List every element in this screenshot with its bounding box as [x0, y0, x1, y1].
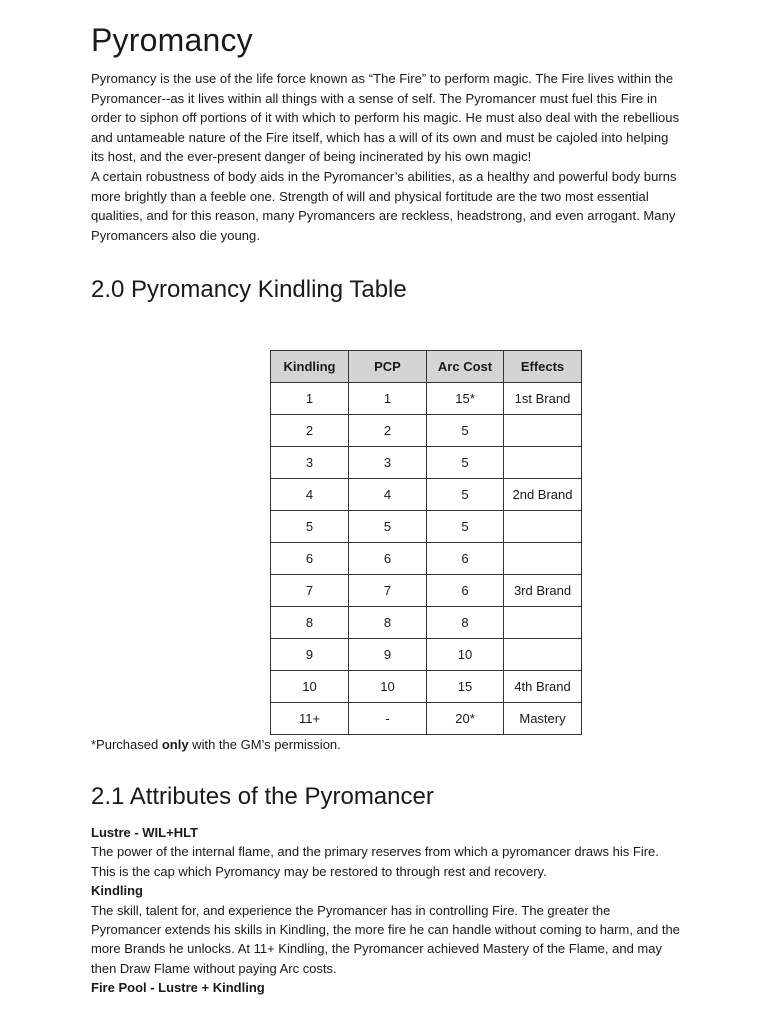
- cell-effects: [504, 415, 582, 447]
- cell-kindling: 9: [271, 639, 349, 671]
- table-row: [271, 415, 582, 447]
- cell-arc-cost: 5: [427, 447, 504, 479]
- footnote-prefix: *Purchased: [91, 737, 162, 752]
- cell-kindling: 8: [271, 607, 349, 639]
- kindling-table: [270, 350, 582, 735]
- footnote-suffix: with the GM’s permission.: [188, 737, 341, 752]
- attribute-description-kindling: The skill, talent for, and experience the Pyromancer has in controlling Fire. The greater the Pyromancer extends his skills in Kindling, the more fire he can handle without coming to harm, and the more Brands he unlocks. At 11+ Kindling, the Pyromancer achieved Mastery of the Flame, and may then Draw Flame without paying Arc costs.: [91, 902, 680, 976]
- cell-kindling: 1: [271, 383, 349, 415]
- cell-arc-cost: 20*: [427, 703, 504, 735]
- cell-kindling: 3: [271, 447, 349, 479]
- header-effects: Effects: [504, 351, 582, 383]
- attribute-term-fire-pool: Fire Pool - Lustre + Kindling: [91, 980, 265, 996]
- cell-effects: Mastery: [504, 703, 582, 735]
- footnote-emphasis: only: [161, 737, 189, 752]
- attribute-description-lustre: The power of the internal flame, and the primary reserves from which a pyromancer draws his Fire. This is the cap which Pyromancy may be restored to through rest and recovery.: [91, 844, 659, 879]
- cell-arc-cost: 15: [427, 671, 504, 703]
- cell-pcp: 4: [349, 479, 427, 511]
- cell-kindling: 6: [271, 543, 349, 575]
- table-row: [271, 671, 582, 703]
- header-kindling: Kindling: [271, 351, 349, 383]
- table-row: [271, 607, 582, 639]
- cell-effects: [504, 543, 582, 575]
- cell-effects: 2nd Brand: [504, 479, 582, 511]
- cell-kindling: 10: [271, 671, 349, 703]
- cell-effects: [504, 639, 582, 671]
- attributes-list: [91, 823, 681, 998]
- cell-arc-cost: 5: [427, 479, 504, 511]
- cell-kindling: 4: [271, 479, 349, 511]
- cell-arc-cost: 5: [427, 415, 504, 447]
- cell-pcp: 7: [349, 575, 427, 607]
- table-footnote: [91, 736, 341, 754]
- cell-effects: [504, 511, 582, 543]
- cell-pcp: 5: [349, 511, 427, 543]
- kindling-table-container: [270, 350, 582, 735]
- table-row: [271, 703, 582, 735]
- table-row: [271, 575, 582, 607]
- table-row: [271, 511, 582, 543]
- cell-effects: 3rd Brand: [504, 575, 582, 607]
- page-title: Pyromancy: [91, 22, 253, 58]
- table-header-row: [271, 351, 582, 383]
- table-row: [271, 383, 582, 415]
- attribute-term-kindling: Kindling: [91, 883, 143, 899]
- cell-pcp: 9: [349, 639, 427, 671]
- cell-arc-cost: 6: [427, 575, 504, 607]
- table-row: [271, 447, 582, 479]
- intro-paragraph-1: Pyromancy is the use of the life force known as “The Fire” to perform magic. The Fire lives within the Pyromancer--as it lives within all things with a sense of self. The Pyromancer must fuel this Fire in order to siphon off portions of it with which to perform his magic. He must also deal with the rebellious and untameable nature of the Fire itself, which has a will of its own and must be cajoled into helping its host, and the ever-present danger of being incinerated by his own magic!: [91, 71, 680, 165]
- intro-paragraph-2: A certain robustness of body aids in the Pyromancer’s abilities, as a healthy and powerful body burns more brightly than a feeble one. Strength of will and physical fortitude are the two most essential qualities, and for this reason, many Pyromancers are reckless, headstrong, and even arrogant. Many Pyromancers also die young.: [91, 168, 677, 243]
- cell-kindling: 2: [271, 415, 349, 447]
- cell-pcp: 3: [349, 447, 427, 479]
- cell-arc-cost: 8: [427, 607, 504, 639]
- cell-kindling: 5: [271, 511, 349, 543]
- cell-pcp: 6: [349, 543, 427, 575]
- cell-effects: [504, 607, 582, 639]
- document-page: [91, 0, 681, 996]
- cell-arc-cost: 5: [427, 511, 504, 543]
- kindling-table-heading: 2.0 Pyromancy Kindling Table: [91, 276, 407, 304]
- attribute-term-lustre: Lustre - WIL+HLT: [91, 825, 199, 840]
- table-row: [271, 543, 582, 575]
- table-row: [271, 639, 582, 671]
- cell-kindling: 7: [271, 575, 349, 607]
- header-pcp: PCP: [349, 351, 427, 383]
- attributes-heading: 2.1 Attributes of the Pyromancer: [91, 783, 434, 810]
- cell-pcp: 8: [349, 607, 427, 639]
- cell-pcp: -: [349, 703, 427, 735]
- cell-pcp: 1: [349, 383, 427, 415]
- cell-arc-cost: 10: [427, 639, 504, 671]
- cell-effects: 4th Brand: [504, 671, 582, 703]
- table-row: [271, 479, 582, 511]
- cell-kindling: 11+: [271, 703, 349, 735]
- cell-arc-cost: 15*: [427, 383, 504, 415]
- intro-section: [91, 69, 681, 245]
- cell-effects: [504, 447, 582, 479]
- cell-arc-cost: 6: [427, 543, 504, 575]
- cell-pcp: 2: [349, 415, 427, 447]
- cell-pcp: 10: [349, 671, 427, 703]
- cell-effects: 1st Brand: [504, 383, 582, 415]
- header-arc-cost: Arc Cost: [427, 351, 504, 383]
